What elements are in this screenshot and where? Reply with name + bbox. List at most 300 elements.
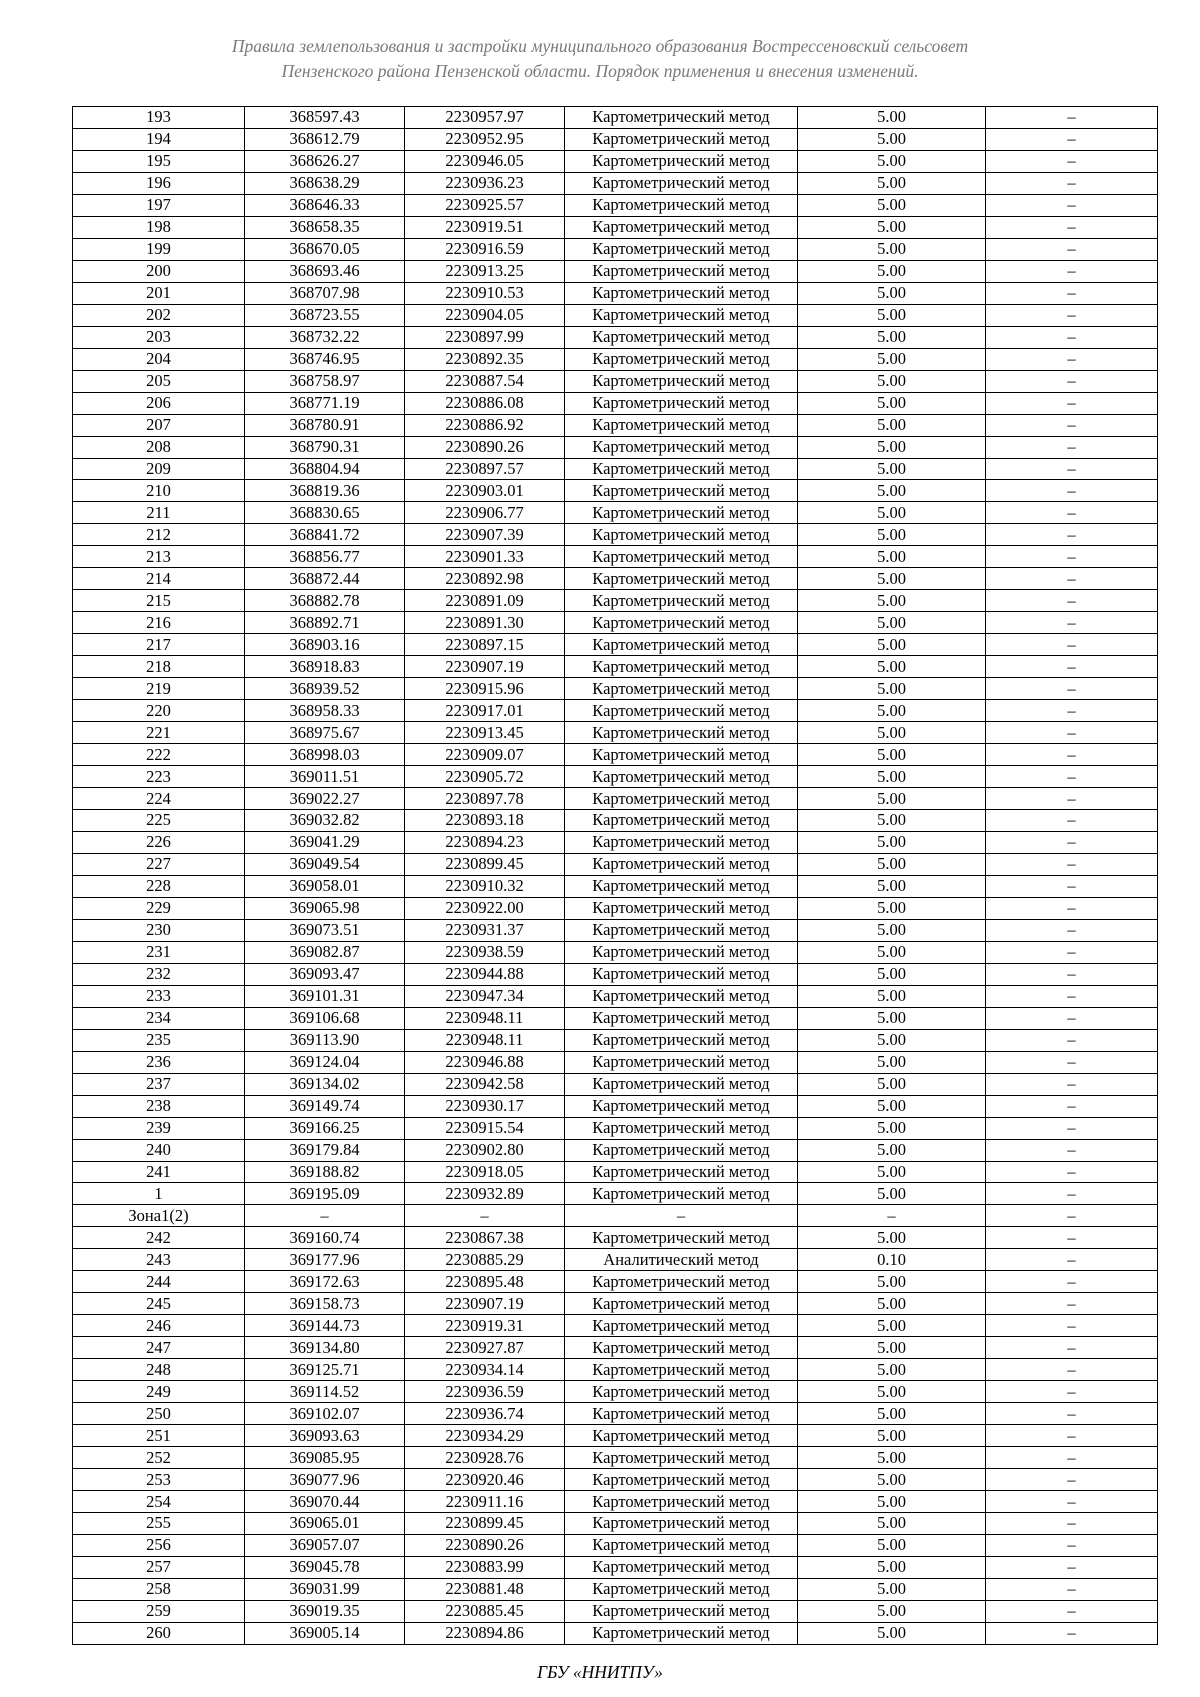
- description-cell: –: [986, 1534, 1158, 1556]
- point-number-cell: 235: [73, 1029, 245, 1051]
- point-number-cell: 211: [73, 502, 245, 524]
- description-cell: –: [986, 831, 1158, 853]
- method-cell: Картометрический метод: [565, 875, 798, 897]
- method-cell: Картометрический метод: [565, 634, 798, 656]
- x-coordinate-cell: 369031.99: [245, 1578, 405, 1600]
- y-coordinate-cell: 2230934.14: [405, 1359, 565, 1381]
- x-coordinate-cell: 369085.95: [245, 1447, 405, 1469]
- table-row: [73, 810, 1158, 832]
- point-number-cell: 1: [73, 1183, 245, 1205]
- y-coordinate-cell: 2230904.05: [405, 304, 565, 326]
- method-cell: Картометрический метод: [565, 194, 798, 216]
- x-coordinate-cell: 369113.90: [245, 1029, 405, 1051]
- description-cell: –: [986, 1205, 1158, 1227]
- x-coordinate-cell: 369093.47: [245, 963, 405, 985]
- table-row: [73, 502, 1158, 524]
- method-cell: Картометрический метод: [565, 744, 798, 766]
- description-cell: –: [986, 744, 1158, 766]
- table-row: [73, 1513, 1158, 1535]
- description-cell: –: [986, 1117, 1158, 1139]
- y-coordinate-cell: 2230897.99: [405, 326, 565, 348]
- accuracy-cell: 5.00: [798, 919, 986, 941]
- table-row: [73, 1161, 1158, 1183]
- description-cell: –: [986, 1293, 1158, 1315]
- y-coordinate-cell: 2230907.39: [405, 524, 565, 546]
- x-coordinate-cell: 369188.82: [245, 1161, 405, 1183]
- method-cell: Картометрический метод: [565, 1139, 798, 1161]
- y-coordinate-cell: 2230919.51: [405, 216, 565, 238]
- description-cell: –: [986, 590, 1158, 612]
- description-cell: –: [986, 502, 1158, 524]
- method-cell: Картометрический метод: [565, 612, 798, 634]
- description-cell: –: [986, 722, 1158, 744]
- point-number-cell: 253: [73, 1469, 245, 1491]
- point-number-cell: 199: [73, 238, 245, 260]
- description-cell: –: [986, 1007, 1158, 1029]
- point-number-cell: 215: [73, 590, 245, 612]
- point-number-cell: 195: [73, 150, 245, 172]
- y-coordinate-cell: 2230947.34: [405, 985, 565, 1007]
- y-coordinate-cell: 2230906.77: [405, 502, 565, 524]
- description-cell: –: [986, 678, 1158, 700]
- method-cell: Картометрический метод: [565, 1491, 798, 1513]
- accuracy-cell: 5.00: [798, 1073, 986, 1095]
- y-coordinate-cell: 2230946.88: [405, 1051, 565, 1073]
- table-row: [73, 1293, 1158, 1315]
- table-row: [73, 1095, 1158, 1117]
- x-coordinate-cell: 369125.71: [245, 1359, 405, 1381]
- table-row: [73, 963, 1158, 985]
- method-cell: Картометрический метод: [565, 1271, 798, 1293]
- y-coordinate-cell: 2230909.07: [405, 744, 565, 766]
- point-number-cell: 194: [73, 128, 245, 150]
- accuracy-cell: 5.00: [798, 1556, 986, 1578]
- accuracy-cell: 5.00: [798, 1117, 986, 1139]
- point-number-cell: 207: [73, 414, 245, 436]
- y-coordinate-cell: 2230897.15: [405, 634, 565, 656]
- table-row: [73, 700, 1158, 722]
- y-coordinate-cell: 2230948.11: [405, 1007, 565, 1029]
- method-cell: Картометрический метод: [565, 1183, 798, 1205]
- page-header: [100, 34, 1100, 84]
- method-cell: Картометрический метод: [565, 919, 798, 941]
- description-cell: –: [986, 216, 1158, 238]
- description-cell: –: [986, 260, 1158, 282]
- method-cell: Картометрический метод: [565, 1161, 798, 1183]
- x-coordinate-cell: 369134.80: [245, 1337, 405, 1359]
- method-cell: Картометрический метод: [565, 1073, 798, 1095]
- y-coordinate-cell: 2230894.86: [405, 1622, 565, 1644]
- y-coordinate-cell: 2230922.00: [405, 897, 565, 919]
- description-cell: –: [986, 1469, 1158, 1491]
- accuracy-cell: 5.00: [798, 107, 986, 129]
- accuracy-cell: 5.00: [798, 634, 986, 656]
- accuracy-cell: 5.00: [798, 1513, 986, 1535]
- accuracy-cell: 5.00: [798, 1447, 986, 1469]
- method-cell: Картометрический метод: [565, 1469, 798, 1491]
- table-row: [73, 107, 1158, 129]
- y-coordinate-cell: 2230952.95: [405, 128, 565, 150]
- x-coordinate-cell: 369158.73: [245, 1293, 405, 1315]
- method-cell: Аналитический метод: [565, 1249, 798, 1271]
- x-coordinate-cell: 368670.05: [245, 238, 405, 260]
- method-cell: Картометрический метод: [565, 436, 798, 458]
- point-number-cell: 249: [73, 1381, 245, 1403]
- point-number-cell: 243: [73, 1249, 245, 1271]
- y-coordinate-cell: 2230936.74: [405, 1403, 565, 1425]
- method-cell: Картометрический метод: [565, 722, 798, 744]
- point-number-cell: 198: [73, 216, 245, 238]
- point-number-cell: 220: [73, 700, 245, 722]
- point-number-cell: 223: [73, 766, 245, 788]
- point-number-cell: 221: [73, 722, 245, 744]
- x-coordinate-cell: 368723.55: [245, 304, 405, 326]
- table-row: [73, 722, 1158, 744]
- description-cell: –: [986, 656, 1158, 678]
- method-cell: Картометрический метод: [565, 1095, 798, 1117]
- x-coordinate-cell: 368882.78: [245, 590, 405, 612]
- description-cell: –: [986, 1447, 1158, 1469]
- method-cell: Картометрический метод: [565, 963, 798, 985]
- x-coordinate-cell: 369058.01: [245, 875, 405, 897]
- x-coordinate-cell: 368780.91: [245, 414, 405, 436]
- accuracy-cell: 5.00: [798, 1534, 986, 1556]
- method-cell: Картометрический метод: [565, 348, 798, 370]
- method-cell: Картометрический метод: [565, 150, 798, 172]
- description-cell: –: [986, 919, 1158, 941]
- description-cell: –: [986, 326, 1158, 348]
- table-row: [73, 1534, 1158, 1556]
- accuracy-cell: 5.00: [798, 282, 986, 304]
- accuracy-cell: 5.00: [798, 1491, 986, 1513]
- y-coordinate-cell: 2230897.78: [405, 788, 565, 810]
- accuracy-cell: 5.00: [798, 810, 986, 832]
- x-coordinate-cell: 368638.29: [245, 172, 405, 194]
- point-number-cell: 204: [73, 348, 245, 370]
- method-cell: Картометрический метод: [565, 1051, 798, 1073]
- table-row: [73, 1556, 1158, 1578]
- point-number-cell: 209: [73, 458, 245, 480]
- x-coordinate-cell: 369177.96: [245, 1249, 405, 1271]
- y-coordinate-cell: 2230883.99: [405, 1556, 565, 1578]
- method-cell: Картометрический метод: [565, 656, 798, 678]
- accuracy-cell: 5.00: [798, 1293, 986, 1315]
- description-cell: –: [986, 634, 1158, 656]
- table-row: [73, 1403, 1158, 1425]
- description-cell: –: [986, 1227, 1158, 1249]
- y-coordinate-cell: 2230886.08: [405, 392, 565, 414]
- method-cell: Картометрический метод: [565, 107, 798, 129]
- table-row: [73, 656, 1158, 678]
- x-coordinate-cell: 368693.46: [245, 260, 405, 282]
- x-coordinate-cell: 369172.63: [245, 1271, 405, 1293]
- point-number-cell: 245: [73, 1293, 245, 1315]
- table-row: [73, 1073, 1158, 1095]
- description-cell: –: [986, 853, 1158, 875]
- x-coordinate-cell: 369049.54: [245, 853, 405, 875]
- accuracy-cell: 5.00: [798, 392, 986, 414]
- method-cell: Картометрический метод: [565, 1403, 798, 1425]
- table-row: [73, 590, 1158, 612]
- x-coordinate-cell: 369065.98: [245, 897, 405, 919]
- y-coordinate-cell: 2230917.01: [405, 700, 565, 722]
- accuracy-cell: –: [798, 1205, 986, 1227]
- accuracy-cell: 5.00: [798, 985, 986, 1007]
- accuracy-cell: 5.00: [798, 1139, 986, 1161]
- description-cell: –: [986, 897, 1158, 919]
- table-row: [73, 1249, 1158, 1271]
- description-cell: –: [986, 1359, 1158, 1381]
- y-coordinate-cell: 2230905.72: [405, 766, 565, 788]
- description-cell: –: [986, 1271, 1158, 1293]
- header-line-2: Пензенского района Пензенской области. Порядок применения и внесения изменений.: [281, 61, 919, 81]
- point-number-cell: 250: [73, 1403, 245, 1425]
- y-coordinate-cell: 2230911.16: [405, 1491, 565, 1513]
- description-cell: –: [986, 150, 1158, 172]
- x-coordinate-cell: 369005.14: [245, 1622, 405, 1644]
- y-coordinate-cell: 2230919.31: [405, 1315, 565, 1337]
- y-coordinate-cell: 2230897.57: [405, 458, 565, 480]
- x-coordinate-cell: 368918.83: [245, 656, 405, 678]
- y-coordinate-cell: 2230893.18: [405, 810, 565, 832]
- table-row: [73, 326, 1158, 348]
- point-number-cell: 256: [73, 1534, 245, 1556]
- x-coordinate-cell: 368958.33: [245, 700, 405, 722]
- accuracy-cell: 5.00: [798, 304, 986, 326]
- method-cell: Картометрический метод: [565, 1359, 798, 1381]
- x-coordinate-cell: 368998.03: [245, 744, 405, 766]
- y-coordinate-cell: 2230899.45: [405, 853, 565, 875]
- x-coordinate-cell: 368841.72: [245, 524, 405, 546]
- point-number-cell: Зона1(2): [73, 1205, 245, 1227]
- accuracy-cell: 5.00: [798, 590, 986, 612]
- accuracy-cell: 5.00: [798, 348, 986, 370]
- x-coordinate-cell: 369032.82: [245, 810, 405, 832]
- point-number-cell: 254: [73, 1491, 245, 1513]
- point-number-cell: 216: [73, 612, 245, 634]
- description-cell: –: [986, 1381, 1158, 1403]
- method-cell: Картометрический метод: [565, 590, 798, 612]
- method-cell: Картометрический метод: [565, 502, 798, 524]
- accuracy-cell: 5.00: [798, 1029, 986, 1051]
- point-number-cell: 225: [73, 810, 245, 832]
- method-cell: Картометрический метод: [565, 1315, 798, 1337]
- accuracy-cell: 5.00: [798, 1315, 986, 1337]
- description-cell: –: [986, 1183, 1158, 1205]
- description-cell: –: [986, 436, 1158, 458]
- accuracy-cell: 5.00: [798, 326, 986, 348]
- y-coordinate-cell: 2230925.57: [405, 194, 565, 216]
- method-cell: Картометрический метод: [565, 524, 798, 546]
- method-cell: Картометрический метод: [565, 282, 798, 304]
- accuracy-cell: 5.00: [798, 194, 986, 216]
- y-coordinate-cell: 2230907.19: [405, 1293, 565, 1315]
- description-cell: –: [986, 1513, 1158, 1535]
- point-number-cell: 193: [73, 107, 245, 129]
- method-cell: Картометрический метод: [565, 568, 798, 590]
- table-row: [73, 546, 1158, 568]
- accuracy-cell: 5.00: [798, 414, 986, 436]
- x-coordinate-cell: 368872.44: [245, 568, 405, 590]
- table-row: [73, 568, 1158, 590]
- method-cell: Картометрический метод: [565, 238, 798, 260]
- method-cell: Картометрический метод: [565, 172, 798, 194]
- table-row: [73, 1381, 1158, 1403]
- description-cell: –: [986, 524, 1158, 546]
- description-cell: –: [986, 238, 1158, 260]
- x-coordinate-cell: 369195.09: [245, 1183, 405, 1205]
- header-line-1: Правила землепользования и застройки муниципального образования Вострессеновский сельсовет: [231, 36, 969, 56]
- y-coordinate-cell: 2230942.58: [405, 1073, 565, 1095]
- x-coordinate-cell: 369057.07: [245, 1534, 405, 1556]
- description-cell: –: [986, 568, 1158, 590]
- table-row: [73, 766, 1158, 788]
- table-row: [73, 150, 1158, 172]
- accuracy-cell: 5.00: [798, 1095, 986, 1117]
- description-cell: –: [986, 1622, 1158, 1644]
- method-cell: Картометрический метод: [565, 700, 798, 722]
- y-coordinate-cell: 2230938.59: [405, 941, 565, 963]
- y-coordinate-cell: 2230916.59: [405, 238, 565, 260]
- y-coordinate-cell: –: [405, 1205, 565, 1227]
- description-cell: –: [986, 1491, 1158, 1513]
- description-cell: –: [986, 304, 1158, 326]
- y-coordinate-cell: 2230913.45: [405, 722, 565, 744]
- point-number-cell: 242: [73, 1227, 245, 1249]
- table-row: [73, 941, 1158, 963]
- x-coordinate-cell: 369102.07: [245, 1403, 405, 1425]
- description-cell: –: [986, 875, 1158, 897]
- y-coordinate-cell: 2230886.92: [405, 414, 565, 436]
- table-row: [73, 897, 1158, 919]
- accuracy-cell: 5.00: [798, 1600, 986, 1622]
- y-coordinate-cell: 2230899.45: [405, 1513, 565, 1535]
- x-coordinate-cell: 369179.84: [245, 1139, 405, 1161]
- table-row: [73, 1271, 1158, 1293]
- accuracy-cell: 5.00: [798, 260, 986, 282]
- x-coordinate-cell: 369101.31: [245, 985, 405, 1007]
- description-cell: –: [986, 172, 1158, 194]
- coordinates-table: [72, 106, 1158, 1645]
- x-coordinate-cell: 368771.19: [245, 392, 405, 414]
- description-cell: –: [986, 480, 1158, 502]
- y-coordinate-cell: 2230892.35: [405, 348, 565, 370]
- table-row: [73, 1205, 1158, 1227]
- table-row: [73, 612, 1158, 634]
- x-coordinate-cell: 369124.04: [245, 1051, 405, 1073]
- method-cell: Картометрический метод: [565, 985, 798, 1007]
- table-row: [73, 414, 1158, 436]
- accuracy-cell: 5.00: [798, 1183, 986, 1205]
- y-coordinate-cell: 2230915.54: [405, 1117, 565, 1139]
- y-coordinate-cell: 2230946.05: [405, 150, 565, 172]
- accuracy-cell: 5.00: [798, 458, 986, 480]
- method-cell: Картометрический метод: [565, 458, 798, 480]
- method-cell: Картометрический метод: [565, 216, 798, 238]
- x-coordinate-cell: 369011.51: [245, 766, 405, 788]
- x-coordinate-cell: 368612.79: [245, 128, 405, 150]
- table-row: [73, 128, 1158, 150]
- table-row: [73, 1007, 1158, 1029]
- y-coordinate-cell: 2230936.59: [405, 1381, 565, 1403]
- table-row: [73, 1051, 1158, 1073]
- method-cell: Картометрический метод: [565, 1007, 798, 1029]
- point-number-cell: 196: [73, 172, 245, 194]
- y-coordinate-cell: 2230927.87: [405, 1337, 565, 1359]
- y-coordinate-cell: 2230885.29: [405, 1249, 565, 1271]
- table-row: [73, 1622, 1158, 1644]
- description-cell: –: [986, 1139, 1158, 1161]
- accuracy-cell: 5.00: [798, 831, 986, 853]
- table-row: [73, 1578, 1158, 1600]
- table-row: [73, 1117, 1158, 1139]
- accuracy-cell: 5.00: [798, 1578, 986, 1600]
- point-number-cell: 246: [73, 1315, 245, 1337]
- y-coordinate-cell: 2230918.05: [405, 1161, 565, 1183]
- x-coordinate-cell: 369045.78: [245, 1556, 405, 1578]
- table-row: [73, 216, 1158, 238]
- point-number-cell: 239: [73, 1117, 245, 1139]
- point-number-cell: 227: [73, 853, 245, 875]
- point-number-cell: 203: [73, 326, 245, 348]
- x-coordinate-cell: 369106.68: [245, 1007, 405, 1029]
- table-row: [73, 875, 1158, 897]
- description-cell: –: [986, 348, 1158, 370]
- accuracy-cell: 5.00: [798, 1425, 986, 1447]
- description-cell: –: [986, 941, 1158, 963]
- description-cell: –: [986, 1249, 1158, 1271]
- method-cell: Картометрический метод: [565, 370, 798, 392]
- y-coordinate-cell: 2230932.89: [405, 1183, 565, 1205]
- y-coordinate-cell: 2230930.17: [405, 1095, 565, 1117]
- point-number-cell: 241: [73, 1161, 245, 1183]
- x-coordinate-cell: 369093.63: [245, 1425, 405, 1447]
- x-coordinate-cell: 369166.25: [245, 1117, 405, 1139]
- description-cell: –: [986, 458, 1158, 480]
- accuracy-cell: 5.00: [798, 1469, 986, 1491]
- method-cell: Картометрический метод: [565, 1117, 798, 1139]
- table-row: [73, 194, 1158, 216]
- x-coordinate-cell: 369144.73: [245, 1315, 405, 1337]
- method-cell: Картометрический метод: [565, 1513, 798, 1535]
- description-cell: –: [986, 1403, 1158, 1425]
- method-cell: Картометрический метод: [565, 810, 798, 832]
- x-coordinate-cell: 368892.71: [245, 612, 405, 634]
- method-cell: Картометрический метод: [565, 392, 798, 414]
- description-cell: –: [986, 194, 1158, 216]
- x-coordinate-cell: 368626.27: [245, 150, 405, 172]
- method-cell: Картометрический метод: [565, 1447, 798, 1469]
- table-row: [73, 831, 1158, 853]
- y-coordinate-cell: 2230890.26: [405, 1534, 565, 1556]
- y-coordinate-cell: 2230915.96: [405, 678, 565, 700]
- x-coordinate-cell: 368856.77: [245, 546, 405, 568]
- y-coordinate-cell: 2230944.88: [405, 963, 565, 985]
- point-number-cell: 200: [73, 260, 245, 282]
- description-cell: –: [986, 282, 1158, 304]
- page-footer: ГБУ «ННИТПУ»: [537, 1662, 663, 1682]
- point-number-cell: 206: [73, 392, 245, 414]
- description-cell: –: [986, 788, 1158, 810]
- y-coordinate-cell: 2230913.25: [405, 260, 565, 282]
- point-number-cell: 255: [73, 1513, 245, 1535]
- point-number-cell: 205: [73, 370, 245, 392]
- table-row: [73, 853, 1158, 875]
- accuracy-cell: 5.00: [798, 480, 986, 502]
- table-row: [73, 1447, 1158, 1469]
- method-cell: Картометрический метод: [565, 414, 798, 436]
- description-cell: –: [986, 1337, 1158, 1359]
